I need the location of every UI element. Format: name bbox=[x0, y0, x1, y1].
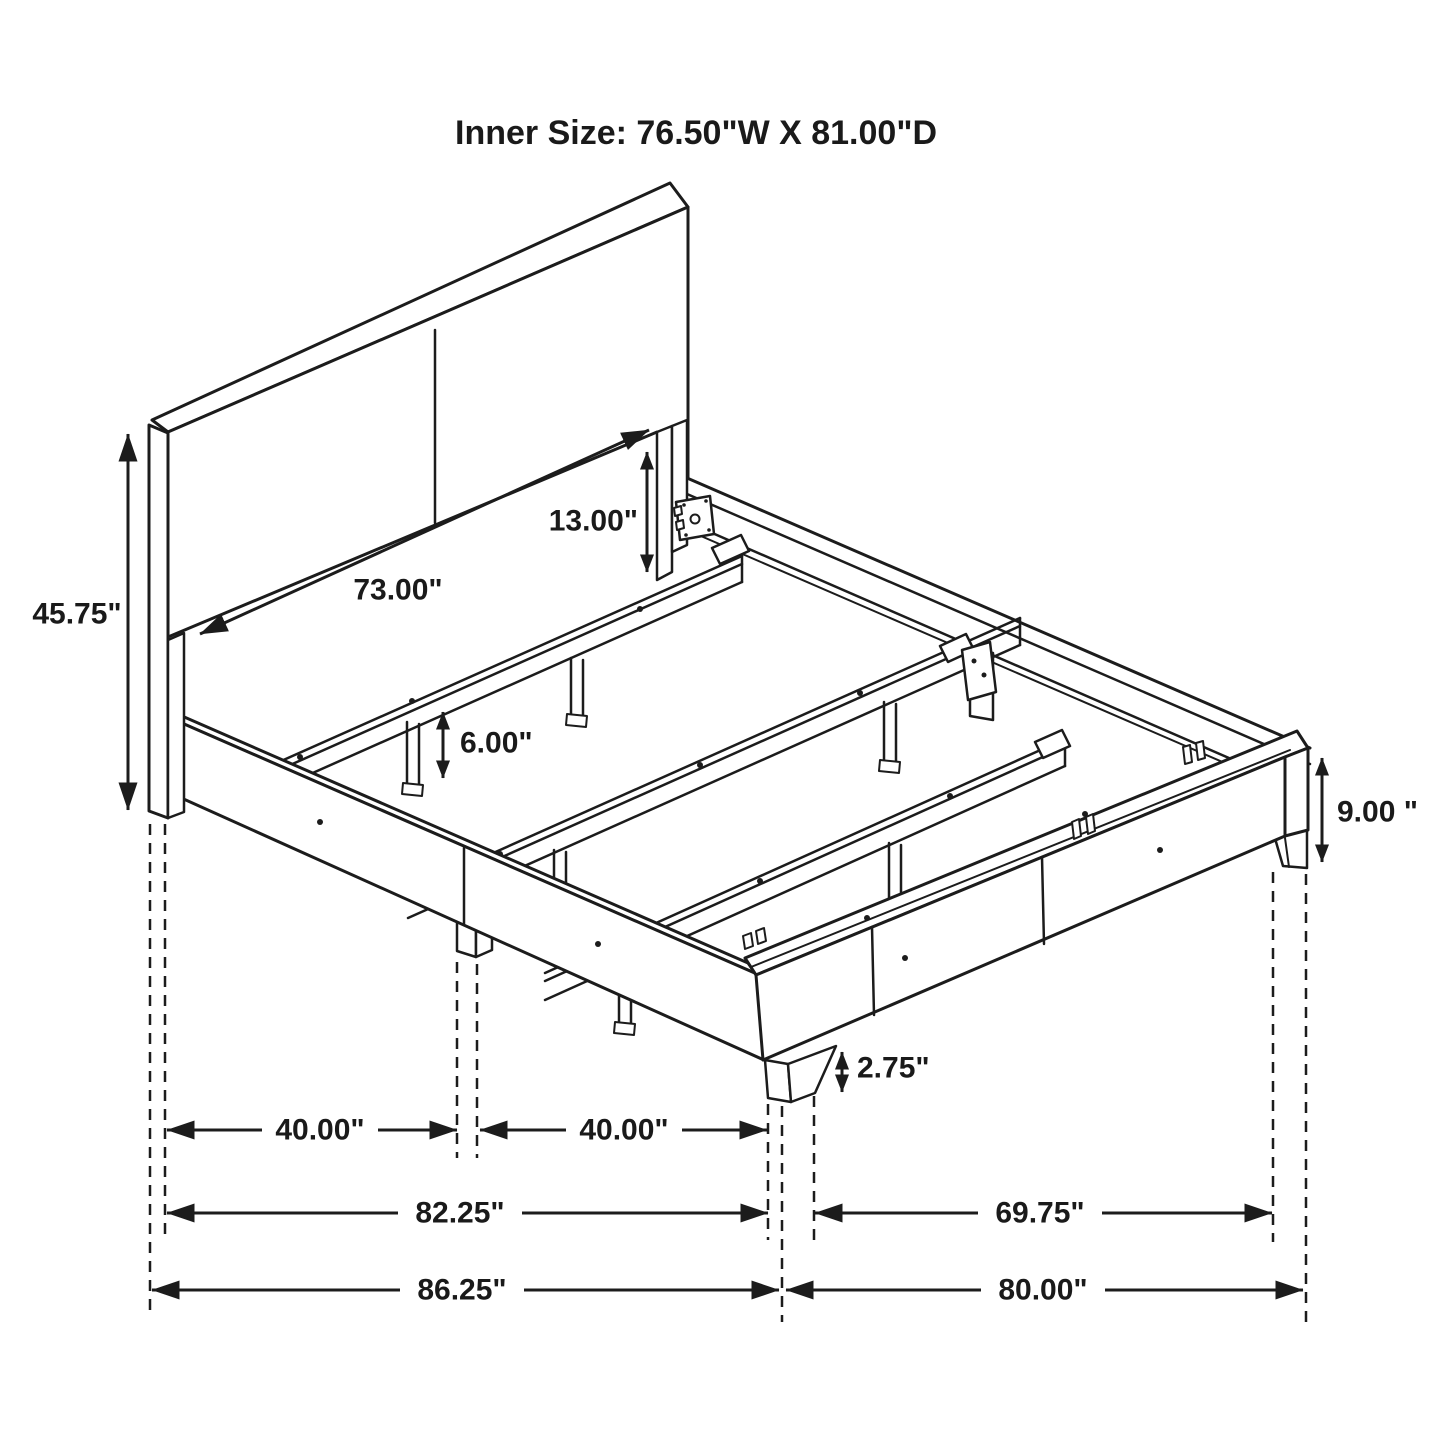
slat-end-tab bbox=[712, 535, 749, 564]
dim-overall-foot: 80.00" bbox=[998, 1273, 1088, 1307]
rail-hook-slot bbox=[756, 928, 766, 944]
dim-inner-span-side: 82.25" bbox=[415, 1196, 505, 1230]
headboard-left-post bbox=[149, 425, 168, 818]
rail-hook-slot bbox=[1183, 745, 1192, 764]
headboard-left-post-side bbox=[168, 633, 184, 818]
dim-foot-leg-height: 2.75" bbox=[857, 1051, 930, 1085]
dim-bracket-drop: 13.00" bbox=[548, 504, 638, 538]
slat-leg-foot bbox=[402, 783, 423, 796]
dim-leg-gap-b: 40.00" bbox=[579, 1113, 669, 1147]
dim-frame-height: 9.00 " bbox=[1337, 795, 1418, 829]
slat-leg-foot bbox=[566, 714, 587, 727]
rail-hook-slot bbox=[1086, 814, 1095, 834]
dim-support-leg-height: 6.00" bbox=[460, 726, 533, 760]
dim-overall-side: 86.25" bbox=[417, 1273, 507, 1307]
dim-inner-span-foot: 69.75" bbox=[995, 1196, 1085, 1230]
dimension-annotations bbox=[32, 114, 1418, 1307]
title-inner-size: Inner Size: 76.50"W X 81.00"D bbox=[455, 114, 937, 152]
slat-leg-foot bbox=[879, 760, 900, 773]
headboard-right-post bbox=[657, 426, 672, 580]
footboard bbox=[743, 731, 1308, 1060]
dim-headboard-width: 73.00" bbox=[353, 573, 443, 607]
dim-leg-gap-a: 40.00" bbox=[275, 1113, 365, 1147]
headboard bbox=[149, 183, 714, 818]
slat-leg-foot bbox=[614, 1022, 635, 1035]
headboard-panel bbox=[168, 207, 688, 637]
rail-hook-slot bbox=[1072, 819, 1081, 839]
center-rail-bracket bbox=[962, 642, 996, 700]
rail-hook-slot bbox=[1196, 741, 1205, 760]
dim-headboard-height: 45.75" bbox=[32, 597, 122, 631]
rail-hook-slot bbox=[743, 933, 753, 949]
headboard-mounting-bracket bbox=[674, 496, 714, 540]
